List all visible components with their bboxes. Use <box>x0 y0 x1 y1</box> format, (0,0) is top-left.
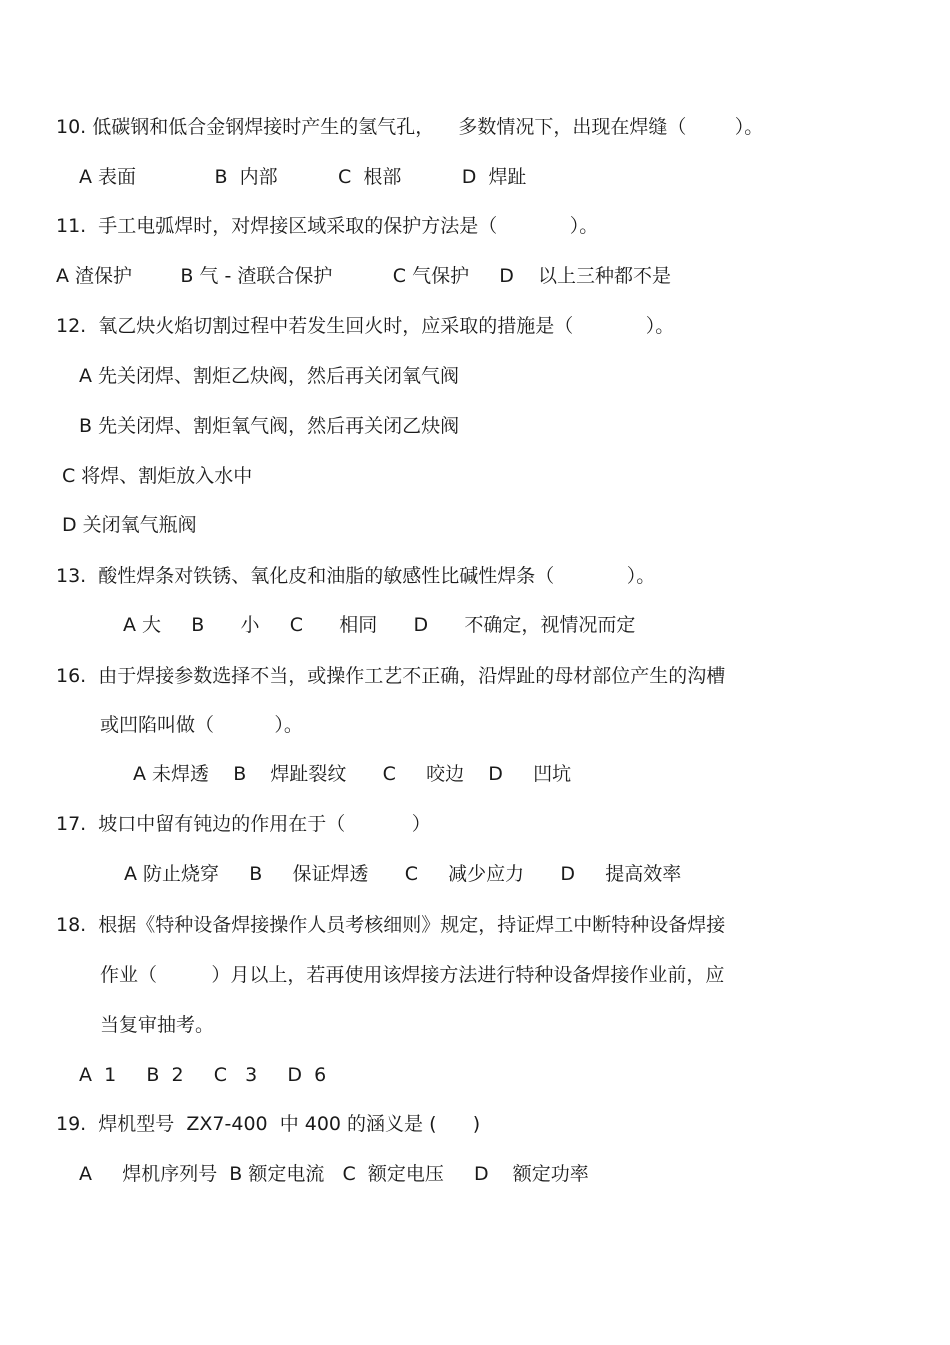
question-16-stem-line-1: 16. 由于焊接参数选择不当，或操作工艺不正确，沿焊趾的母材部位产生的沟槽 <box>56 665 726 687</box>
question-12-option-b: B 先关闭焊、割炬氧气阀，然后再关闭乙炔阀 <box>79 415 460 437</box>
question-12-option-d: D 关闭氧气瓶阀 <box>62 514 197 536</box>
question-18-options: A 1 B 2 C 3 D 6 <box>79 1064 327 1086</box>
question-12-option-a: A 先关闭焊、割炬乙炔阀，然后再关闭氧气阀 <box>79 365 460 387</box>
question-18-stem-line-2: 作业（ ）月以上，若再使用该焊接方法进行特种设备焊接作业前，应 <box>100 964 725 986</box>
question-19-stem: 19. 焊机型号 ZX7-400 中 400 的涵义是 ( ) <box>56 1113 481 1135</box>
question-18-stem-line-1: 18. 根据《特种设备焊接操作人员考核细则》规定，持证焊工中断特种设备焊接 <box>56 914 726 936</box>
question-10-options: A 表面 B 内部 C 根部 D 焊趾 <box>79 166 527 188</box>
question-16-stem-line-2: 或凹陷叫做（ ）。 <box>100 714 303 736</box>
question-17-options: A 防止烧穿 B 保证焊透 C 减少应力 D 提高效率 <box>124 863 682 885</box>
question-18-stem-line-3: 当复审抽考。 <box>100 1014 215 1036</box>
question-13-stem: 13. 酸性焊条对铁锈、氧化皮和油脂的敏感性比碱性焊条（ ）。 <box>56 565 656 587</box>
question-10-stem: 10. 低碳钢和低合金钢焊接时产生的氢气孔， 多数情况下，出现在焊缝（ ）。 <box>56 116 764 138</box>
question-12-option-c: C 将焊、割炬放入水中 <box>62 465 253 487</box>
question-19-options: A 焊机序列号 B 额定电流 C 额定电压 D 额定功率 <box>79 1163 589 1185</box>
question-12-stem: 12. 氧乙炔火焰切割过程中若发生回火时，应采取的措施是（ ）。 <box>56 315 675 337</box>
question-13-options: A 大 B 小 C 相同 D 不确定，视情况而定 <box>123 614 636 636</box>
question-11-options: A 渣保护 B 气 - 渣联合保护 C 气保护 D 以上三种都不是 <box>56 265 672 287</box>
question-11-stem: 11. 手工电弧焊时，对焊接区域采取的保护方法是（ ）。 <box>56 215 599 237</box>
question-16-options: A 未焊透 B 焊趾裂纹 C 咬边 D 凹坑 <box>133 763 572 785</box>
question-17-stem: 17. 坡口中留有钝边的作用在于（ ） <box>56 813 431 835</box>
